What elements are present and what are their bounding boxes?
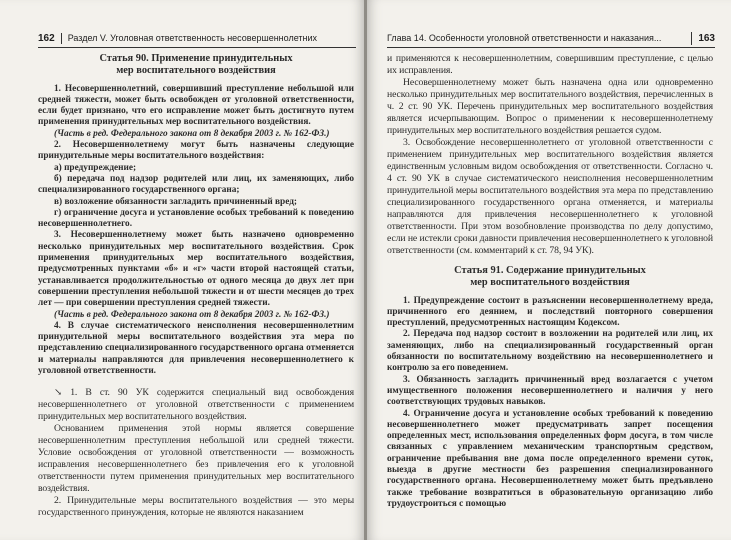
law-paragraph: 2. Передача под надзор состоит в возложении на родителей или лиц, их заменяющих, либо на специализированный государственный орган обязанности по воспитательному воздействию на несовершеннолетнего и контролю за его поведением.: [387, 329, 713, 374]
article-91-title-text: Статья 91. Содержание принудительных мер воспитательного воздействия: [454, 265, 646, 289]
commentary-paragraph: 3. Освобождение несовершеннолетнего от уголовной ответственности с применением принудительных мер воспитательного воздействия является единственным условным видом освобождения от ответственности. Согласно ч. 4 ст. 90 УК в случае систематического неисполнения несовершеннолетним принудительной меры воспитательного воздействия эта мера по представлению специализированного государственного органа отменяется, и материалы направляются для привлечения несовершеннолетнего к уголовной ответственности. При этом возобновление производства по делу допустимо, если не истекли сроки давности привлечения несовершеннолетнего к уголовной ответственности (см. комментарий к ст. 78, 94 УК).: [387, 137, 713, 256]
right-content: [387, 53, 713, 510]
commentary-paragraph: [38, 387, 354, 423]
commentary-paragraph: Несовершеннолетнему может быть назначена одна или одновременно несколько принудительных мер воспитательного воздействия, перечисленных в ч. 2 ст. 90 УК. Перечень принудительных мер воспитательного воздействия является исчерпывающим. Вопрос о применении к несовершеннолетнему принудительных мер воспитательного воздействия решается судом.: [387, 77, 713, 136]
law-list-item: г) ограничение досуга и установление особых требований к поведению несовершеннолетнего.: [38, 207, 354, 230]
article-90-commentary-continued: [387, 53, 713, 257]
law-paragraph: 4. Ограничение досуга и установление особых требований к поведению несовершеннолетнего может предусматривать запрет посещения определенных мест, использования определенных форм досуга, в том числе связанных с управлением механическим транспортным средством, ограничение пребывания вне дома после определенного времени суток, выезда в другие местности без разрешения специализированного государственного органа. Несовершеннолетнему может быть предъявлено также требование возвратиться в образовательную организацию либо трудоустроиться с помощью: [387, 408, 713, 509]
law-paragraph: 3. Несовершеннолетнему может быть назначено одновременно несколько принудительных мер воспитательного воздействия. Срок применения принудительных мер воспитательного воздействия, предусмотренных пунктами «б» и «г» части второй настоящей статьи, устанавливается продолжительностью от одного месяца до двух лет при совершении преступления небольшой тяжести и от шести месяцев до трех лет — при совершении преступления средней тяжести.: [38, 230, 354, 309]
left-content: [38, 53, 354, 519]
commentary-arrow-icon: ↘: [54, 387, 63, 399]
law-list-item: а) предупреждение;: [54, 162, 137, 173]
article-90-title-text: Статья 90. Применение принудительных мер воспитательного воздействия: [99, 53, 293, 77]
left-header-text: Раздел V. Уголовная ответственность несовершеннолетних: [67, 33, 318, 43]
commentary-paragraph: Основанием применения этой нормы является совершение несовершеннолетним преступления небольшой или средней тяжести. Условие освобождения от уголовной ответственности — возможность исправления несовершеннолетнего без привлечения его к уголовной ответственности путем применения принудительных мер воспитательного воздействия.: [38, 423, 354, 495]
right-running-header: [387, 32, 715, 48]
article-91-title: [387, 265, 713, 290]
commentary-paragraph: 2. Принудительные меры воспитательного воздействия — это меры государственного принуждения, которые не являются наказанием: [38, 495, 354, 519]
right-header-text: Глава 14. Особенности уголовной ответственности и наказания...: [387, 33, 662, 43]
law-paragraph: 1. Предупреждение состоит в разъяснении несовершеннолетнему вреда, причиненного его деянием, и последствий повторного совершения преступлений, предусмотренных настоящим Кодексом.: [387, 295, 713, 329]
law-list-item: б) передача под надзор родителей или лиц, их заменяющих, либо специализированного государственного органа;: [38, 173, 354, 196]
right-page-number: 163: [691, 32, 715, 45]
commentary-text: 1. В ст. 90 УК содержится специальный вид освобождения несовершеннолетнего от уголовной ответственности с применением принудительных мер воспитательного воздействия.: [38, 387, 354, 423]
law-paragraph: 2. Несовершеннолетнему могут быть назначены следующие принудительные меры воспитательного воздействия:: [38, 140, 354, 162]
article-91-text: [387, 296, 713, 511]
commentary-paragraph: и применяются к несовершеннолетним, совершившим преступление, с целью их исправления.: [387, 53, 713, 76]
article-90-title: [38, 53, 354, 78]
law-paragraph: 1. Несовершеннолетний, совершивший преступление небольшой или средней тяжести, может быть освобожден от уголовной ответственности, если будет признано, что его исправление может быть достигнуто путем применения принудительных мер воспитательного воздействия.: [38, 83, 354, 128]
article-90-commentary: [38, 387, 354, 519]
left-page: [0, 0, 364, 540]
edition-note: (Часть в ред. Федерального закона от 8 декабря 2003 г. № 162-ФЗ.): [54, 309, 330, 320]
left-running-header: [38, 32, 356, 48]
left-page-number: 162: [38, 33, 62, 44]
law-paragraph: 3. Обязанность загладить причиненный вред возлагается с учетом имущественного положения несовершеннолетнего и наличия у него соответствующих трудовых навыков.: [387, 374, 713, 408]
right-page: [367, 0, 731, 540]
law-paragraph: 4. В случае систематического неисполнения несовершеннолетним принудительной меры воспитательного воздействия эта мера по представлению специализированного государственного органа отменяется и материалы направляются для привлечения несовершеннолетнего к уголовной ответственности.: [38, 320, 354, 377]
article-90-text: [38, 84, 354, 378]
edition-note: (Часть в ред. Федерального закона от 8 декабря 2003 г. № 162-ФЗ.): [54, 128, 330, 139]
law-list-item: в) возложение обязанности загладить причиненный вред;: [54, 196, 298, 207]
